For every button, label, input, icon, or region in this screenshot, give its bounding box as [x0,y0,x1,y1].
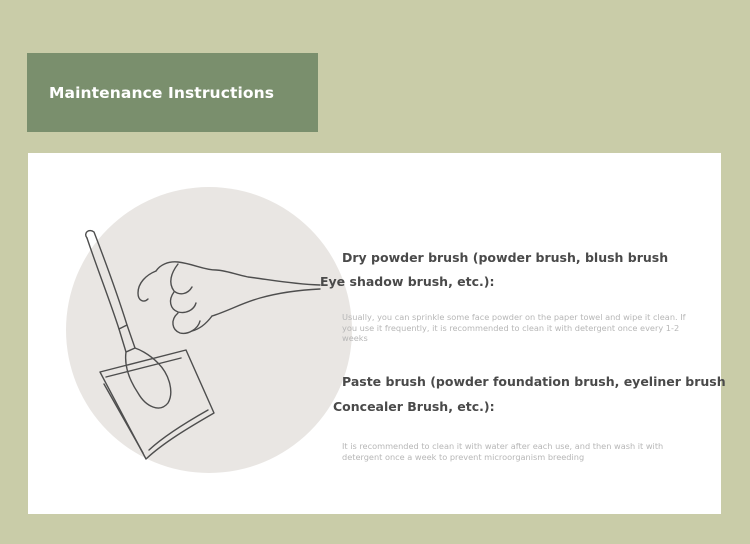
section-2-heading-line-1: Paste brush (powder foundation brush, eyeliner brush [342,374,726,389]
section-1-body: Usually, you can sprinkle some face powder on the paper towel and wipe it clean. If you use it frequently, it is recommended to clean it with detergent once every 1-2 weeks [342,312,686,344]
instructions-card [28,153,726,514]
title-banner [27,53,318,132]
section-2-heading-line-2: Concealer Brush, etc.): [333,399,495,414]
section-1-heading-line-1: Dry powder brush (powder brush, blush brush [342,250,669,265]
page-title: Maintenance Instructions [49,83,275,102]
section-2-body: It is recommended to clean it with water after each use, and then wash it with detergent once a week to prevent microorganism breeding [342,441,664,462]
section-1-heading-line-2: Eye shadow brush, etc.): [320,274,495,289]
